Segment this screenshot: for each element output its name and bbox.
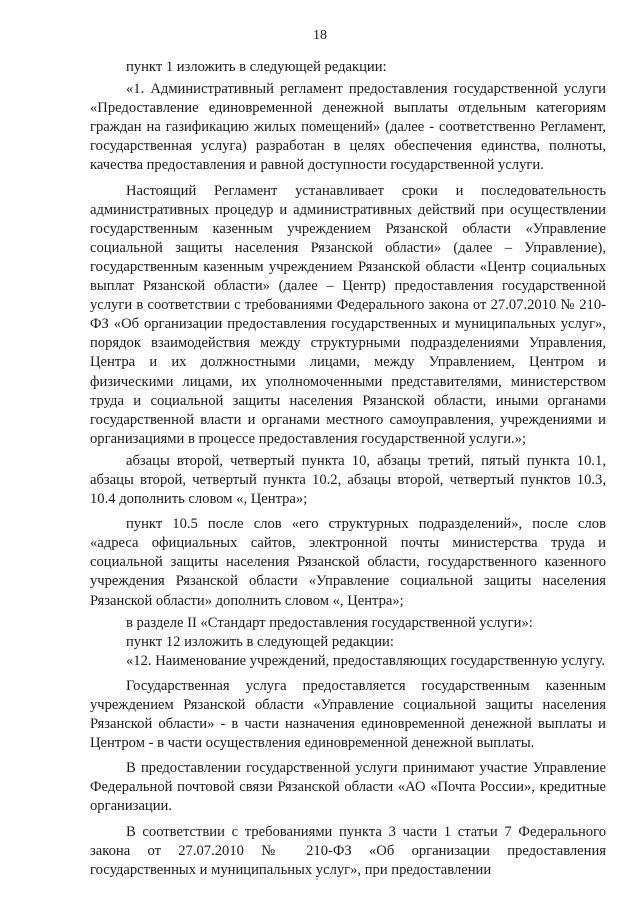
paragraph-point-12-title: «12. Наименование учреждений, предоставляющих государственную услугу. (126, 652, 606, 669)
paragraph-amend-point-1: пункт 1 изложить в следующей редакции: (126, 59, 387, 75)
document-body (90, 58, 606, 880)
paragraph-regulation-scope: Настоящий Регламент устанавливает сроки и последовательность административных процедур и административных действий при осуществлении государственным казенным учреждением Рязанской области «Управление социальной защиты населения Рязанской области» (далее – Управление), государственным казенным учреждением Рязанской области «Центр социальных выплат Рязанской области» (далее – Центр) предоставления государственной услуги в соответствии с требованиями Федерального закона от 27.07.2010 № 210-ФЗ «Об организации предоставления государственных и муниципальных услуг», порядок взаимодействия между структурными подразделениями Управления, Центра и их должностными лицами, между Управлением, Центром и физическими лицами, их уполномоченными представителями, министерством труда и социальной защиты населения Рязанской области, иными органами государственной власти и органами местного самоуправления, учреждениями и организациями в процессе предоставления государственной услуги.»; (90, 182, 606, 447)
paragraph-amend-point-10-5: пункт 10.5 после слов «его структурных подразделений», после слов «адреса официальных сайтов, электронной почты министерства труда и социальной защиты населения Рязанской области, государственного казенного учреждения Рязанской области «Управление социальной защиты населения Рязанской области» дополнить словом «, Центра»; (90, 516, 606, 609)
paragraph-section-2: в разделе II «Стандарт предоставления государственной услуги»: (126, 614, 533, 631)
paragraph-federal-law-requirements: В соответствии с требованиями пункта 3 части 1 статьи 7 Федерального закона от 27.07.2010 № 210-ФЗ «Об организации предоставления государственных и муниципальных услуг», при предоставлении (90, 823, 606, 878)
paragraph-service-providers: Государственная услуга предоставляется государственным казенным учреждением Рязанской области «Управление социальной защиты населения Рязанской области» - в части назначения единовременной денежной выплаты и Центром - в части осуществления единовременной денежной выплаты. (90, 677, 606, 752)
paragraph-amend-point-10: абзацы второй, четвертый пункта 10, абзацы третий, пятый пункта 10.1, абзацы второй, четвертый пункта 10.2, абзацы второй, четвертый пунктов 10.3, 10.4 дополнить словом «, Центра»; (90, 452, 606, 508)
paragraph-regulation-purpose: «1. Административный регламент предоставления государственной услуги «Предоставление единовременной денежной выплаты отдельным категориям граждан на газификацию жилых помещений» (далее - соответственно Регламент, государственная услуга) разработан в целях обеспечения единства, полноты, качества предоставления и равной доступности государственной услуги. (90, 81, 606, 174)
paragraph-amend-point-12: пункт 12 изложить в следующей редакции: (126, 633, 394, 650)
scan-artifact (316, 878, 318, 880)
page-number: 18 (313, 28, 327, 43)
paragraph-participants: В предоставлении государственной услуги принимают участие Управление Федеральной почтовой связи Рязанской области «АО «Почта России», кредитные организации. (90, 760, 606, 815)
